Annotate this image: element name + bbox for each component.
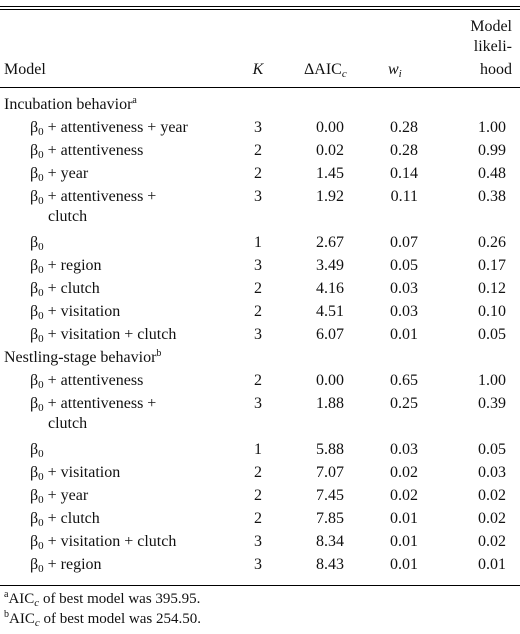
model-cell xyxy=(30,555,102,575)
likelihood-cell: 0.99 xyxy=(478,142,506,159)
weight-cell: 0.02 xyxy=(390,487,418,504)
daic-cell: 1.88 xyxy=(316,395,344,412)
beta-subscript: 0 xyxy=(38,172,44,184)
model-cell xyxy=(30,394,156,414)
section-title-text: Incubation behavior xyxy=(4,96,133,113)
beta-symbol: β xyxy=(30,556,39,573)
k-cell: 3 xyxy=(254,533,262,550)
beta-subscript: 0 xyxy=(38,540,44,552)
weight-cell: 0.25 xyxy=(390,395,418,412)
model-terms: + visitation + clutch xyxy=(43,326,177,343)
model-cell xyxy=(30,187,156,207)
beta-symbol: β xyxy=(30,119,39,136)
likelihood-cell: 0.39 xyxy=(478,395,506,412)
footnote-subscript: c xyxy=(34,617,40,629)
likelihood-cell: 0.38 xyxy=(478,188,506,205)
k-cell: 3 xyxy=(254,326,262,343)
model-terms: + attentiveness + xyxy=(43,188,157,205)
beta-symbol: β xyxy=(30,372,39,389)
header-daic: $\Delta AIC_c$ xyxy=(304,61,347,80)
beta-symbol: β xyxy=(30,533,39,550)
k-cell: 3 xyxy=(254,188,262,205)
model-cell-continuation: clutch xyxy=(48,208,88,225)
beta-subscript: 0 xyxy=(38,287,44,299)
model-terms: + attentiveness xyxy=(43,142,144,159)
k-cell: 3 xyxy=(254,257,262,274)
likelihood-cell: 0.26 xyxy=(478,234,506,251)
section-title-text: Nestling-stage behavior xyxy=(4,349,157,366)
beta-symbol: β xyxy=(30,441,39,458)
model-cell xyxy=(30,532,176,552)
beta-symbol: β xyxy=(30,188,39,205)
model-cell xyxy=(30,141,143,161)
weight-cell: 0.01 xyxy=(390,510,418,527)
likelihood-cell: 0.05 xyxy=(478,441,506,458)
weight-cell: 0.03 xyxy=(390,280,418,297)
daic-cell: 4.16 xyxy=(316,280,344,297)
footnote-text: of best model was 254.50. xyxy=(39,611,201,627)
beta-subscript: 0 xyxy=(38,517,44,529)
header-k: K xyxy=(252,61,264,78)
model-terms: + visitation xyxy=(43,303,121,320)
header-w: $w_i$ xyxy=(388,61,402,80)
section-title xyxy=(4,95,137,115)
k-cell: 2 xyxy=(254,142,262,159)
footnote xyxy=(4,610,201,628)
weight-cell: 0.28 xyxy=(390,119,418,136)
section-title-mark: b xyxy=(156,348,162,359)
daic-cell: 7.07 xyxy=(316,464,344,481)
weight-cell: 0.01 xyxy=(390,556,418,573)
beta-subscript: 0 xyxy=(38,149,44,161)
header-rule xyxy=(0,87,520,88)
k-cell: 3 xyxy=(254,556,262,573)
footnote-mark: a xyxy=(4,589,9,600)
beta-symbol: β xyxy=(30,326,39,343)
k-cell: 1 xyxy=(254,234,262,251)
beta-symbol: β xyxy=(30,234,39,251)
beta-symbol: β xyxy=(30,487,39,504)
daic-cell: 0.00 xyxy=(316,372,344,389)
k-cell: 2 xyxy=(254,464,262,481)
model-cell xyxy=(30,256,102,276)
beta-subscript: 0 xyxy=(38,379,44,391)
footnote-text: of best model was 395.95. xyxy=(39,591,201,607)
beta-subscript: 0 xyxy=(38,264,44,276)
weight-cell: 0.14 xyxy=(390,165,418,182)
beta-symbol: β xyxy=(30,464,39,481)
model-cell xyxy=(30,233,44,253)
model-terms: + clutch xyxy=(43,510,100,527)
daic-cell: 7.85 xyxy=(316,510,344,527)
daic-cell: 8.34 xyxy=(316,533,344,550)
model-terms: + attentiveness + xyxy=(43,395,157,412)
weight-cell: 0.01 xyxy=(390,533,418,550)
weight-cell: 0.01 xyxy=(390,326,418,343)
likelihood-cell: 0.02 xyxy=(478,533,506,550)
footnote-aic: AIC xyxy=(9,611,35,627)
beta-symbol: β xyxy=(30,280,39,297)
likelihood-cell: 0.02 xyxy=(478,510,506,527)
k-cell: 2 xyxy=(254,487,262,504)
model-cell xyxy=(30,463,120,483)
beta-subscript: 0 xyxy=(38,126,44,138)
k-cell: 3 xyxy=(254,395,262,412)
weight-cell: 0.28 xyxy=(390,142,418,159)
likelihood-cell: 0.01 xyxy=(478,556,506,573)
model-terms: + year xyxy=(43,487,89,504)
k-cell: 2 xyxy=(254,372,262,389)
k-cell: 1 xyxy=(254,441,262,458)
model-cell-continuation: clutch xyxy=(48,415,88,432)
model-cell xyxy=(30,302,120,322)
beta-symbol: β xyxy=(30,510,39,527)
model-terms: + attentiveness xyxy=(43,372,144,389)
model-cell xyxy=(30,279,100,299)
footnote-aic: AIC xyxy=(8,591,35,607)
model-terms: + clutch xyxy=(43,280,100,297)
weight-cell: 0.65 xyxy=(390,372,418,389)
daic-cell: 3.49 xyxy=(316,257,344,274)
beta-subscript: 0 xyxy=(38,310,44,322)
section-title xyxy=(4,348,161,368)
model-terms: + visitation + clutch xyxy=(43,533,177,550)
model-terms: + attentiveness + year xyxy=(43,119,188,136)
model-cell xyxy=(30,118,188,138)
k-cell: 3 xyxy=(254,119,262,136)
likelihood-cell: 0.10 xyxy=(478,303,506,320)
beta-symbol: β xyxy=(30,165,39,182)
model-terms: + region xyxy=(43,257,102,274)
daic-cell: 1.92 xyxy=(316,188,344,205)
top-rule-2 xyxy=(0,9,520,10)
daic-cell: 0.02 xyxy=(316,142,344,159)
likelihood-cell: 0.48 xyxy=(478,165,506,182)
header-likelihood-line1: Model xyxy=(470,18,512,35)
beta-symbol: β xyxy=(30,303,39,320)
header-model: Model xyxy=(4,61,46,78)
model-terms: + region xyxy=(43,556,102,573)
daic-cell: 6.07 xyxy=(316,326,344,343)
model-cell xyxy=(30,509,100,529)
beta-symbol: β xyxy=(30,257,39,274)
model-terms: + visitation xyxy=(43,464,121,481)
daic-cell: 0.00 xyxy=(316,119,344,136)
model-cell xyxy=(30,440,44,460)
model-cell xyxy=(30,164,88,184)
weight-cell: 0.05 xyxy=(390,257,418,274)
k-cell: 2 xyxy=(254,510,262,527)
likelihood-cell: 0.03 xyxy=(478,464,506,481)
beta-subscript: 0 xyxy=(38,241,44,253)
model-cell xyxy=(30,486,88,506)
header-likelihood-line3: hood xyxy=(480,61,512,78)
beta-subscript: 0 xyxy=(38,402,44,414)
likelihood-cell: 1.00 xyxy=(478,372,506,389)
beta-symbol: β xyxy=(30,142,39,159)
daic-cell: 4.51 xyxy=(316,303,344,320)
beta-subscript: 0 xyxy=(38,195,44,207)
model-cell xyxy=(30,325,176,345)
model-cell xyxy=(30,371,143,391)
beta-subscript: 0 xyxy=(38,494,44,506)
beta-symbol: β xyxy=(30,395,39,412)
daic-cell: 7.45 xyxy=(316,487,344,504)
likelihood-cell: 0.02 xyxy=(478,487,506,504)
beta-subscript: 0 xyxy=(38,471,44,483)
daic-cell: 2.67 xyxy=(316,234,344,251)
daic-cell: 5.88 xyxy=(316,441,344,458)
footnote xyxy=(4,590,200,608)
daic-cell: 8.43 xyxy=(316,556,344,573)
beta-subscript: 0 xyxy=(38,563,44,575)
k-cell: 2 xyxy=(254,280,262,297)
k-cell: 2 xyxy=(254,303,262,320)
beta-subscript: 0 xyxy=(38,333,44,345)
likelihood-cell: 1.00 xyxy=(478,119,506,136)
k-cell: 2 xyxy=(254,165,262,182)
top-rule-1 xyxy=(0,6,520,7)
model-terms: + year xyxy=(43,165,89,182)
footnote-mark: b xyxy=(4,609,9,620)
likelihood-cell: 0.05 xyxy=(478,326,506,343)
header-likelihood-line2: likeli- xyxy=(473,38,512,55)
weight-cell: 0.03 xyxy=(390,441,418,458)
daic-cell: 1.45 xyxy=(316,165,344,182)
likelihood-cell: 0.17 xyxy=(478,257,506,274)
weight-cell: 0.02 xyxy=(390,464,418,481)
weight-cell: 0.03 xyxy=(390,303,418,320)
footnote-subscript: c xyxy=(34,597,40,609)
weight-cell: 0.07 xyxy=(390,234,418,251)
beta-subscript: 0 xyxy=(38,448,44,460)
likelihood-cell: 0.12 xyxy=(478,280,506,297)
weight-cell: 0.11 xyxy=(390,188,418,205)
bottom-rule xyxy=(0,585,520,586)
section-title-mark: a xyxy=(132,95,137,106)
